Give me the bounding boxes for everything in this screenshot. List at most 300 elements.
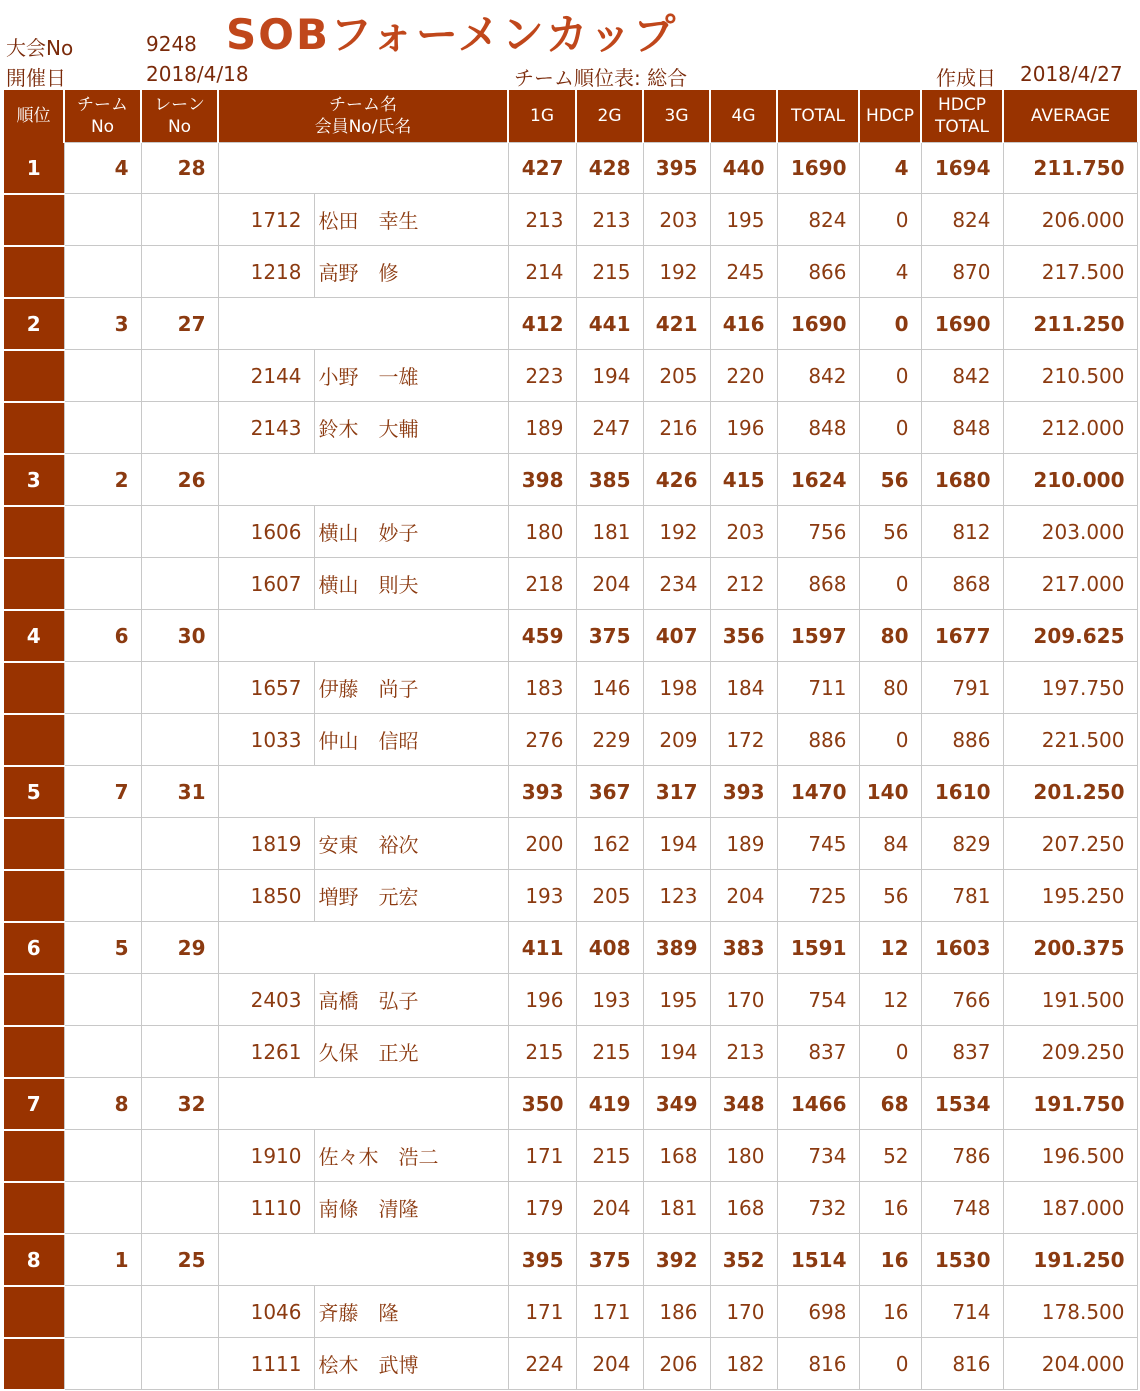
column-header-total: TOTAL bbox=[777, 90, 859, 143]
member-name: 安東 裕次 bbox=[314, 818, 508, 870]
member-total: 816 bbox=[777, 1338, 859, 1390]
team-name-cell bbox=[218, 766, 508, 818]
member-number: 1819 bbox=[218, 818, 314, 870]
member-hdcp-total: 791 bbox=[921, 662, 1003, 714]
team-g3: 317 bbox=[643, 766, 710, 818]
team-rank: 6 bbox=[4, 922, 64, 974]
member-row bbox=[4, 246, 1137, 298]
member-g1: 171 bbox=[508, 1286, 576, 1338]
team-hdcp: 4 bbox=[859, 143, 921, 194]
team-total: 1514 bbox=[777, 1234, 859, 1286]
member-g4: 170 bbox=[710, 974, 777, 1026]
team-total: 1470 bbox=[777, 766, 859, 818]
team-number-empty bbox=[64, 246, 141, 298]
member-row bbox=[4, 714, 1137, 766]
lane-number-empty bbox=[141, 558, 218, 610]
rank-spacer bbox=[4, 1130, 64, 1182]
member-g4: 182 bbox=[710, 1338, 777, 1390]
member-g2: 229 bbox=[576, 714, 643, 766]
created-date-value: 2018/4/27 bbox=[1020, 62, 1123, 86]
team-g2: 367 bbox=[576, 766, 643, 818]
member-g2: 205 bbox=[576, 870, 643, 922]
member-g1: 224 bbox=[508, 1338, 576, 1390]
member-g1: 200 bbox=[508, 818, 576, 870]
team-g4: 440 bbox=[710, 143, 777, 194]
team-average: 210.000 bbox=[1003, 454, 1137, 506]
team-g4: 356 bbox=[710, 610, 777, 662]
member-g2: 204 bbox=[576, 558, 643, 610]
team-g2: 375 bbox=[576, 1234, 643, 1286]
member-row bbox=[4, 662, 1137, 714]
team-total: 1690 bbox=[777, 298, 859, 350]
member-name: 横山 妙子 bbox=[314, 506, 508, 558]
team-hdcp: 16 bbox=[859, 1234, 921, 1286]
team-hdcp-total: 1530 bbox=[921, 1234, 1003, 1286]
lane-number-empty bbox=[141, 194, 218, 246]
lane-number: 30 bbox=[141, 610, 218, 662]
team-g2: 408 bbox=[576, 922, 643, 974]
member-name: 斉藤 隆 bbox=[314, 1286, 508, 1338]
rank-spacer bbox=[4, 194, 64, 246]
team-total: 1591 bbox=[777, 922, 859, 974]
member-g2: 204 bbox=[576, 1338, 643, 1390]
member-average: 212.000 bbox=[1003, 402, 1137, 454]
team-name-cell bbox=[218, 298, 508, 350]
team-number-empty bbox=[64, 1338, 141, 1390]
lane-number-empty bbox=[141, 506, 218, 558]
lane-number-empty bbox=[141, 870, 218, 922]
team-g3: 407 bbox=[643, 610, 710, 662]
member-number: 1033 bbox=[218, 714, 314, 766]
member-name: 仲山 信昭 bbox=[314, 714, 508, 766]
team-hdcp-total: 1534 bbox=[921, 1078, 1003, 1130]
team-number: 8 bbox=[64, 1078, 141, 1130]
team-row bbox=[4, 766, 1137, 818]
member-average: 191.500 bbox=[1003, 974, 1137, 1026]
member-g2: 171 bbox=[576, 1286, 643, 1338]
member-total: 734 bbox=[777, 1130, 859, 1182]
member-g2: 193 bbox=[576, 974, 643, 1026]
member-g3: 209 bbox=[643, 714, 710, 766]
rank-spacer bbox=[4, 246, 64, 298]
member-hdcp-total: 868 bbox=[921, 558, 1003, 610]
member-total: 848 bbox=[777, 402, 859, 454]
member-g4: 195 bbox=[710, 194, 777, 246]
member-hdcp-total: 748 bbox=[921, 1182, 1003, 1234]
member-hdcp-total: 842 bbox=[921, 350, 1003, 402]
column-header-team-name: チーム名 会員No/氏名 bbox=[218, 90, 508, 143]
team-total: 1624 bbox=[777, 454, 859, 506]
member-hdcp-total: 886 bbox=[921, 714, 1003, 766]
member-g4: 203 bbox=[710, 506, 777, 558]
event-date-value: 2018/4/18 bbox=[146, 62, 249, 86]
member-g3: 194 bbox=[643, 1026, 710, 1078]
member-g3: 123 bbox=[643, 870, 710, 922]
member-average: 197.750 bbox=[1003, 662, 1137, 714]
member-hdcp: 16 bbox=[859, 1286, 921, 1338]
member-g3: 192 bbox=[643, 506, 710, 558]
member-g3: 195 bbox=[643, 974, 710, 1026]
team-row bbox=[4, 922, 1137, 974]
team-g2: 375 bbox=[576, 610, 643, 662]
team-number-empty bbox=[64, 1182, 141, 1234]
member-total: 824 bbox=[777, 194, 859, 246]
tournament-label: 大会No bbox=[6, 36, 74, 60]
member-total: 756 bbox=[777, 506, 859, 558]
column-header-average: AVERAGE bbox=[1003, 90, 1137, 143]
rank-spacer bbox=[4, 350, 64, 402]
member-g4: 170 bbox=[710, 1286, 777, 1338]
member-number: 1110 bbox=[218, 1182, 314, 1234]
member-row bbox=[4, 558, 1137, 610]
team-number-empty bbox=[64, 506, 141, 558]
team-g3: 392 bbox=[643, 1234, 710, 1286]
team-rank: 4 bbox=[4, 610, 64, 662]
team-number-empty bbox=[64, 714, 141, 766]
lane-number: 32 bbox=[141, 1078, 218, 1130]
member-g2: 215 bbox=[576, 1026, 643, 1078]
member-number: 1606 bbox=[218, 506, 314, 558]
member-g4: 213 bbox=[710, 1026, 777, 1078]
member-total: 745 bbox=[777, 818, 859, 870]
rank-spacer bbox=[4, 558, 64, 610]
member-g4: 204 bbox=[710, 870, 777, 922]
member-hdcp: 0 bbox=[859, 350, 921, 402]
member-row bbox=[4, 506, 1137, 558]
member-name: 桧木 武博 bbox=[314, 1338, 508, 1390]
member-total: 886 bbox=[777, 714, 859, 766]
team-hdcp-total: 1690 bbox=[921, 298, 1003, 350]
team-hdcp: 56 bbox=[859, 454, 921, 506]
member-average: 204.000 bbox=[1003, 1338, 1137, 1390]
member-hdcp: 0 bbox=[859, 558, 921, 610]
team-hdcp: 0 bbox=[859, 298, 921, 350]
member-hdcp-total: 816 bbox=[921, 1338, 1003, 1390]
member-g1: 180 bbox=[508, 506, 576, 558]
team-name-cell bbox=[218, 454, 508, 506]
team-name-cell bbox=[218, 922, 508, 974]
team-g2: 385 bbox=[576, 454, 643, 506]
team-total: 1466 bbox=[777, 1078, 859, 1130]
team-hdcp: 80 bbox=[859, 610, 921, 662]
member-g4: 168 bbox=[710, 1182, 777, 1234]
team-g3: 389 bbox=[643, 922, 710, 974]
rank-spacer bbox=[4, 818, 64, 870]
member-total: 711 bbox=[777, 662, 859, 714]
rank-spacer bbox=[4, 506, 64, 558]
team-rank: 1 bbox=[4, 143, 64, 194]
member-g3: 186 bbox=[643, 1286, 710, 1338]
member-row bbox=[4, 1286, 1137, 1338]
team-name-cell bbox=[218, 610, 508, 662]
member-number: 2143 bbox=[218, 402, 314, 454]
member-hdcp: 16 bbox=[859, 1182, 921, 1234]
lane-number: 27 bbox=[141, 298, 218, 350]
team-g2: 428 bbox=[576, 143, 643, 194]
team-number-empty bbox=[64, 194, 141, 246]
team-average: 211.250 bbox=[1003, 298, 1137, 350]
member-number: 1111 bbox=[218, 1338, 314, 1390]
team-number-empty bbox=[64, 1026, 141, 1078]
member-g3: 198 bbox=[643, 662, 710, 714]
team-g4: 416 bbox=[710, 298, 777, 350]
created-date-label: 作成日 bbox=[936, 66, 996, 90]
team-total: 1597 bbox=[777, 610, 859, 662]
rank-spacer bbox=[4, 1286, 64, 1338]
member-g4: 196 bbox=[710, 402, 777, 454]
member-hdcp: 0 bbox=[859, 402, 921, 454]
member-g2: 181 bbox=[576, 506, 643, 558]
team-row bbox=[4, 298, 1137, 350]
member-name: 高野 修 bbox=[314, 246, 508, 298]
lane-number-empty bbox=[141, 1130, 218, 1182]
member-hdcp: 0 bbox=[859, 194, 921, 246]
team-hdcp: 12 bbox=[859, 922, 921, 974]
team-g1: 395 bbox=[508, 1234, 576, 1286]
member-hdcp-total: 766 bbox=[921, 974, 1003, 1026]
lane-number-empty bbox=[141, 818, 218, 870]
member-g4: 189 bbox=[710, 818, 777, 870]
member-total: 725 bbox=[777, 870, 859, 922]
member-g4: 212 bbox=[710, 558, 777, 610]
team-row bbox=[4, 1078, 1137, 1130]
team-number: 3 bbox=[64, 298, 141, 350]
team-number-empty bbox=[64, 974, 141, 1026]
member-g2: 215 bbox=[576, 1130, 643, 1182]
member-average: 178.500 bbox=[1003, 1286, 1137, 1338]
team-number-empty bbox=[64, 1130, 141, 1182]
member-average: 217.500 bbox=[1003, 246, 1137, 298]
team-g1: 427 bbox=[508, 143, 576, 194]
team-g4: 383 bbox=[710, 922, 777, 974]
member-g3: 216 bbox=[643, 402, 710, 454]
team-rank: 7 bbox=[4, 1078, 64, 1130]
team-number-empty bbox=[64, 1286, 141, 1338]
team-g1: 350 bbox=[508, 1078, 576, 1130]
lane-number-empty bbox=[141, 1182, 218, 1234]
lane-number-empty bbox=[141, 246, 218, 298]
team-row bbox=[4, 1234, 1137, 1286]
member-row bbox=[4, 870, 1137, 922]
member-average: 210.500 bbox=[1003, 350, 1137, 402]
member-number: 2144 bbox=[218, 350, 314, 402]
member-number: 1218 bbox=[218, 246, 314, 298]
tournament-number: 9248 bbox=[146, 32, 197, 56]
member-name: 佐々木 浩二 bbox=[314, 1130, 508, 1182]
team-number: 6 bbox=[64, 610, 141, 662]
member-g3: 168 bbox=[643, 1130, 710, 1182]
team-number-empty bbox=[64, 870, 141, 922]
team-hdcp-total: 1610 bbox=[921, 766, 1003, 818]
team-hdcp-total: 1603 bbox=[921, 922, 1003, 974]
member-row bbox=[4, 402, 1137, 454]
team-g4: 415 bbox=[710, 454, 777, 506]
team-hdcp-total: 1677 bbox=[921, 610, 1003, 662]
member-hdcp-total: 829 bbox=[921, 818, 1003, 870]
member-hdcp-total: 781 bbox=[921, 870, 1003, 922]
team-g4: 352 bbox=[710, 1234, 777, 1286]
team-g4: 393 bbox=[710, 766, 777, 818]
member-g2: 204 bbox=[576, 1182, 643, 1234]
lane-number-empty bbox=[141, 350, 218, 402]
team-rank: 3 bbox=[4, 454, 64, 506]
team-g1: 393 bbox=[508, 766, 576, 818]
member-g4: 180 bbox=[710, 1130, 777, 1182]
member-g2: 146 bbox=[576, 662, 643, 714]
member-g3: 192 bbox=[643, 246, 710, 298]
lane-number: 29 bbox=[141, 922, 218, 974]
member-g2: 162 bbox=[576, 818, 643, 870]
member-number: 1657 bbox=[218, 662, 314, 714]
member-name: 南條 清隆 bbox=[314, 1182, 508, 1234]
lane-number-empty bbox=[141, 1286, 218, 1338]
team-row bbox=[4, 610, 1137, 662]
member-average: 187.000 bbox=[1003, 1182, 1137, 1234]
lane-number-empty bbox=[141, 402, 218, 454]
member-hdcp: 80 bbox=[859, 662, 921, 714]
member-name: 伊藤 尚子 bbox=[314, 662, 508, 714]
member-g1: 215 bbox=[508, 1026, 576, 1078]
member-total: 754 bbox=[777, 974, 859, 1026]
team-number: 7 bbox=[64, 766, 141, 818]
member-g2: 194 bbox=[576, 350, 643, 402]
member-average: 207.250 bbox=[1003, 818, 1137, 870]
member-g3: 203 bbox=[643, 194, 710, 246]
member-hdcp-total: 812 bbox=[921, 506, 1003, 558]
member-hdcp-total: 837 bbox=[921, 1026, 1003, 1078]
team-g2: 441 bbox=[576, 298, 643, 350]
team-number-empty bbox=[64, 662, 141, 714]
member-g1: 193 bbox=[508, 870, 576, 922]
member-average: 196.500 bbox=[1003, 1130, 1137, 1182]
team-hdcp-total: 1694 bbox=[921, 143, 1003, 194]
column-header-g1: 1G bbox=[508, 90, 576, 143]
team-rank: 8 bbox=[4, 1234, 64, 1286]
member-g1: 189 bbox=[508, 402, 576, 454]
member-row bbox=[4, 974, 1137, 1026]
column-header-team-no: チーム No bbox=[64, 90, 141, 143]
member-g1: 223 bbox=[508, 350, 576, 402]
team-number-empty bbox=[64, 350, 141, 402]
member-hdcp: 4 bbox=[859, 246, 921, 298]
team-standings-table bbox=[4, 90, 1138, 1391]
member-g3: 194 bbox=[643, 818, 710, 870]
team-hdcp-total: 1680 bbox=[921, 454, 1003, 506]
member-hdcp: 0 bbox=[859, 714, 921, 766]
member-average: 195.250 bbox=[1003, 870, 1137, 922]
column-header-g4: 4G bbox=[710, 90, 777, 143]
team-average: 209.625 bbox=[1003, 610, 1137, 662]
member-g2: 247 bbox=[576, 402, 643, 454]
member-g4: 172 bbox=[710, 714, 777, 766]
member-hdcp: 52 bbox=[859, 1130, 921, 1182]
lane-number: 26 bbox=[141, 454, 218, 506]
member-hdcp: 56 bbox=[859, 870, 921, 922]
member-hdcp-total: 786 bbox=[921, 1130, 1003, 1182]
column-header-g3: 3G bbox=[643, 90, 710, 143]
member-average: 209.250 bbox=[1003, 1026, 1137, 1078]
team-row bbox=[4, 454, 1137, 506]
team-g3: 426 bbox=[643, 454, 710, 506]
team-number: 5 bbox=[64, 922, 141, 974]
member-row bbox=[4, 1026, 1137, 1078]
member-g3: 181 bbox=[643, 1182, 710, 1234]
member-g1: 196 bbox=[508, 974, 576, 1026]
member-g2: 213 bbox=[576, 194, 643, 246]
member-g1: 183 bbox=[508, 662, 576, 714]
team-average: 191.250 bbox=[1003, 1234, 1137, 1286]
team-number-empty bbox=[64, 558, 141, 610]
member-g2: 215 bbox=[576, 246, 643, 298]
lane-number: 31 bbox=[141, 766, 218, 818]
team-number: 1 bbox=[64, 1234, 141, 1286]
team-average: 191.750 bbox=[1003, 1078, 1137, 1130]
team-hdcp: 68 bbox=[859, 1078, 921, 1130]
member-g1: 218 bbox=[508, 558, 576, 610]
column-header-hdcp-total: HDCP TOTAL bbox=[921, 90, 1003, 143]
column-header-g2: 2G bbox=[576, 90, 643, 143]
rank-spacer bbox=[4, 870, 64, 922]
member-g1: 276 bbox=[508, 714, 576, 766]
rank-spacer bbox=[4, 714, 64, 766]
member-g1: 171 bbox=[508, 1130, 576, 1182]
rank-spacer bbox=[4, 662, 64, 714]
member-g3: 234 bbox=[643, 558, 710, 610]
member-hdcp: 84 bbox=[859, 818, 921, 870]
member-hdcp: 12 bbox=[859, 974, 921, 1026]
member-number: 1910 bbox=[218, 1130, 314, 1182]
member-total: 842 bbox=[777, 350, 859, 402]
member-total: 866 bbox=[777, 246, 859, 298]
member-name: 小野 一雄 bbox=[314, 350, 508, 402]
lane-number-empty bbox=[141, 662, 218, 714]
rank-spacer bbox=[4, 402, 64, 454]
team-number-empty bbox=[64, 818, 141, 870]
member-g1: 213 bbox=[508, 194, 576, 246]
member-row bbox=[4, 194, 1137, 246]
member-number: 1712 bbox=[218, 194, 314, 246]
member-row bbox=[4, 350, 1137, 402]
member-total: 837 bbox=[777, 1026, 859, 1078]
column-header-lane-no: レーン No bbox=[141, 90, 218, 143]
team-rank: 5 bbox=[4, 766, 64, 818]
team-average: 211.750 bbox=[1003, 143, 1137, 194]
member-row bbox=[4, 818, 1137, 870]
member-average: 203.000 bbox=[1003, 506, 1137, 558]
member-name: 増野 元宏 bbox=[314, 870, 508, 922]
rank-spacer bbox=[4, 974, 64, 1026]
member-total: 868 bbox=[777, 558, 859, 610]
member-g4: 220 bbox=[710, 350, 777, 402]
member-hdcp: 0 bbox=[859, 1026, 921, 1078]
member-hdcp: 56 bbox=[859, 506, 921, 558]
rank-spacer bbox=[4, 1026, 64, 1078]
team-g2: 419 bbox=[576, 1078, 643, 1130]
member-hdcp-total: 714 bbox=[921, 1286, 1003, 1338]
member-average: 217.000 bbox=[1003, 558, 1137, 610]
member-g1: 179 bbox=[508, 1182, 576, 1234]
team-g4: 348 bbox=[710, 1078, 777, 1130]
team-rank: 2 bbox=[4, 298, 64, 350]
member-hdcp-total: 824 bbox=[921, 194, 1003, 246]
team-number: 4 bbox=[64, 143, 141, 194]
member-g3: 206 bbox=[643, 1338, 710, 1390]
team-g3: 421 bbox=[643, 298, 710, 350]
lane-number: 28 bbox=[141, 143, 218, 194]
member-average: 221.500 bbox=[1003, 714, 1137, 766]
member-row bbox=[4, 1182, 1137, 1234]
member-name: 鈴木 大輔 bbox=[314, 402, 508, 454]
